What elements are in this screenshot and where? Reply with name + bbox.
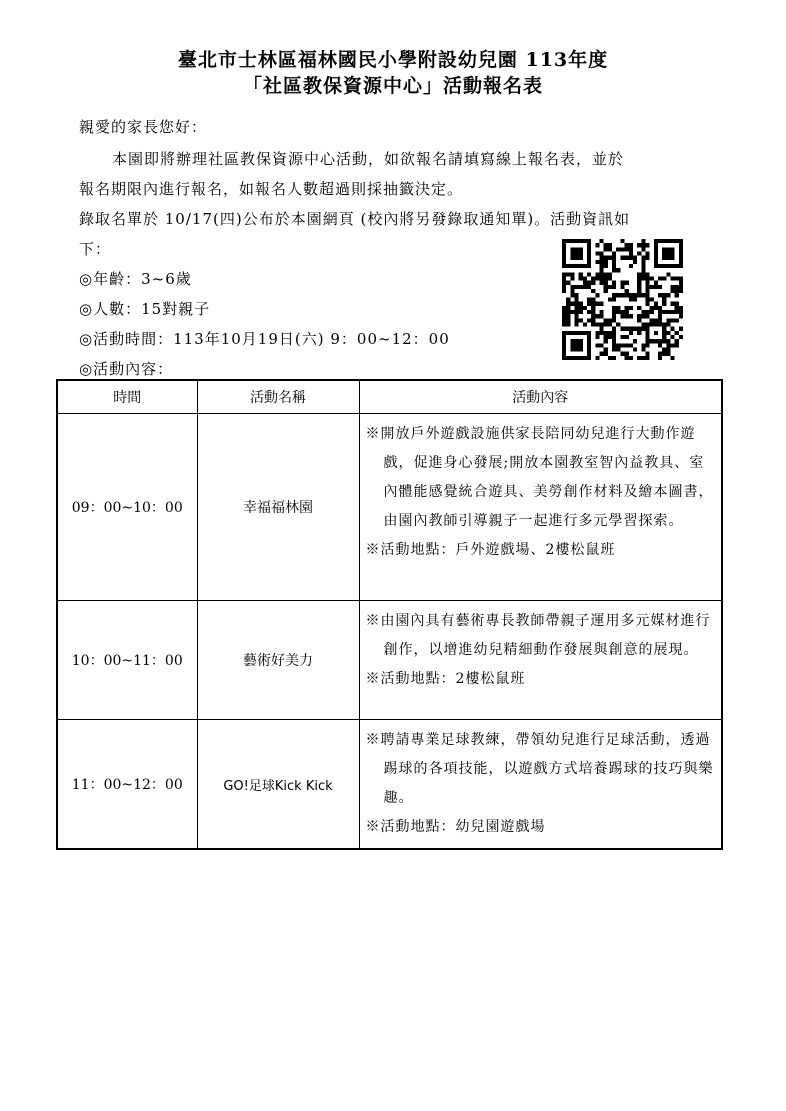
- row-time: 11：00~12：00: [57, 720, 197, 850]
- header-activity-content: 活動內容: [359, 380, 722, 414]
- header-activity-name: 活動名稱: [197, 380, 359, 414]
- document-title: 臺北市士林區福林國民小學附設幼兒園 113年度: [177, 49, 609, 71]
- row-activity-name: 幸福福林園: [197, 414, 359, 601]
- intro-paragraph-1-line-2: 報名期限內進行報名，如報名人數超過則採抽籤決定。: [79, 180, 464, 198]
- row-activity-name: GO!足球Kick Kick: [197, 720, 359, 850]
- info-age: ◎年齡：3~6歲: [79, 270, 192, 288]
- table-row: [57, 601, 722, 720]
- row-description: ※開放戶外遊戲設施供家長陪同幼兒進行大動作遊戲，促進身心發展;開放本園教室智內益教具、室內體能感覺統合遊具、美勞創作材料及繪本圖書，由園內教師引導親子一起進行多元學習探索。: [365, 426, 714, 529]
- row-location: ※活動地點：2樓松鼠班: [365, 671, 526, 687]
- intro-paragraph-1-line-1: 本園即將辦理社區教保資源中心活動，如欲報名請填寫線上報名表，並於: [112, 150, 625, 168]
- activity-table: [56, 379, 723, 850]
- row-content: [359, 414, 722, 601]
- row-description: ※由園內具有藝術專長教師帶親子運用多元媒材進行創作，以增進幼兒精細動作發展與創意的展現。: [365, 613, 711, 658]
- info-time: ◎活動時間：113年10月19日(六) 9：00~12：00: [79, 330, 450, 348]
- document-subtitle: 「社區教保資源中心」活動報名表: [242, 75, 543, 97]
- row-description: ※聘請專業足球教練，帶領幼兒進行足球活動，透過踢球的各項技能，以遊戲方式培養踢球的技巧與樂趣。: [365, 732, 714, 806]
- row-time: 10：00~11：00: [57, 601, 197, 720]
- intro-paragraph-2-line-2: 下：: [79, 240, 112, 258]
- table-row: [57, 720, 722, 850]
- header-time: 時間: [57, 380, 197, 414]
- row-activity-name: 藝術好美力: [197, 601, 359, 720]
- info-count: ◎人數：15對親子: [79, 300, 211, 318]
- table-header-row: [57, 380, 722, 414]
- row-location: ※活動地點：戶外遊戲場、2樓松鼠班: [365, 542, 616, 558]
- row-location: ※活動地點：幼兒園遊戲場: [365, 819, 546, 835]
- qr-code[interactable]: [562, 239, 683, 360]
- row-content: [359, 601, 722, 720]
- row-time: 09：00~10：00: [57, 414, 197, 601]
- row-content: [359, 720, 722, 850]
- greeting: 親愛的家長您好：: [79, 118, 208, 136]
- table-row: [57, 414, 722, 601]
- intro-paragraph-2-line-1: 錄取名單於 10/17(四)公布於本園網頁 (校內將另發錄取通知單)。活動資訊如: [79, 210, 631, 228]
- info-content-label: ◎活動內容：: [79, 360, 174, 378]
